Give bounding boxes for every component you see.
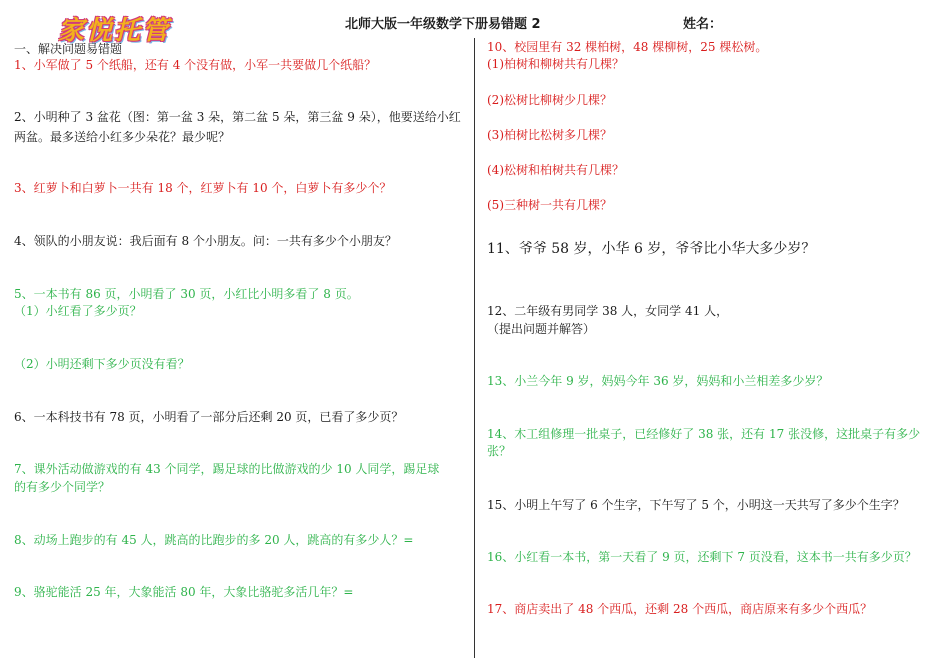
- question-5-part-1: （1）小红看了多少页？: [14, 304, 142, 318]
- question-10: 10、校园里有 32 棵柏树，48 棵柳树，25 棵松树。: [487, 40, 768, 54]
- name-label: 姓名：: [683, 17, 723, 32]
- column-divider: [474, 38, 475, 658]
- question-6: 6、一本科技书有 78 页，小明看了一部分后还剩 20 页，已看了多少页？: [14, 410, 404, 424]
- question-12-line-2: （提出问题并解答）: [487, 322, 596, 336]
- question-15: 15、小明上午写了 6 个生字，下午写了 5 个，小明这一天共写了多少个生字？: [487, 498, 905, 512]
- question-16: 16、小红看一本书，第一天看了 9 页，还剩下 7 页没看，这本书一共有多少页？: [487, 550, 917, 564]
- question-7-line-1: 7、课外活动做游戏的有 43 个同学，踢足球的比做游戏的少 10 人同学，踢足球: [14, 462, 440, 476]
- question-17: 17、商店卖出了 48 个西瓜，还剩 28 个西瓜，商店原来有多少个西瓜？: [487, 602, 873, 616]
- question-1: 1、小军做了 5 个纸船，还有 4 个没有做，小军一共要做几个纸船？: [14, 58, 377, 72]
- question-9: 9、骆驼能活 25 年，大象能活 80 年，大象比骆驼多活几年？=: [14, 585, 354, 599]
- question-2-line-1: 2、小明种了 3 盆花（图：第一盆 3 朵，第二盆 5 朵，第三盆 9 朵），他要送给小红: [14, 110, 461, 124]
- logo: 家悦托管: [58, 16, 171, 46]
- question-3: 3、红萝卜和白萝卜一共有 18 个，红萝卜有 10 个，白萝卜有多少个？: [14, 181, 392, 195]
- question-10-part-3: (3)柏树比松树多几棵？: [487, 128, 612, 142]
- question-12-line-1: 12、二年级有男同学 38 人，女同学 41 人，: [487, 304, 729, 318]
- question-7-line-2: 的有多少个同学？: [14, 480, 111, 494]
- question-11: 11、爷爷 58 岁，小华 6 岁，爷爷比小华大多少岁？: [487, 241, 816, 257]
- question-10-part-1: (1)柏树和柳树共有几棵？: [487, 57, 624, 71]
- question-5-part-2: （2）小明还剩下多少页没有看？: [14, 357, 190, 371]
- question-14-line-2: 张？: [487, 444, 512, 458]
- question-5: 5、一本书有 86 页，小明看了 30 页，小红比小明多看了 8 页。: [14, 287, 359, 301]
- question-2-line-2: 两盆。最多送给小红多少朵花？最少呢？: [14, 130, 231, 144]
- question-10-part-5: (5)三种树一共有几棵？: [487, 198, 612, 212]
- question-10-part-2: (2)松树比柳树少几棵？: [487, 93, 612, 107]
- question-4: 4、领队的小朋友说：我后面有 8 个小朋友。问：一共有多少个小朋友？: [14, 234, 397, 248]
- question-10-part-4: (4)松树和柏树共有几棵？: [487, 163, 624, 177]
- question-8: 8、动场上跑步的有 45 人，跳高的比跑步的多 20 人，跳高的有多少人？=: [14, 533, 414, 547]
- page-title: 北师大版一年级数学下册易错题 2: [345, 17, 541, 32]
- section-heading: 一、解决问题易错题: [14, 42, 123, 56]
- question-14-line-1: 14、木工组修理一批桌子，已经修好了 38 张，还有 17 张没修，这批桌子有多少: [487, 427, 921, 441]
- question-13: 13、小兰今年 9 岁，妈妈今年 36 岁，妈妈和小兰相差多少岁？: [487, 374, 829, 388]
